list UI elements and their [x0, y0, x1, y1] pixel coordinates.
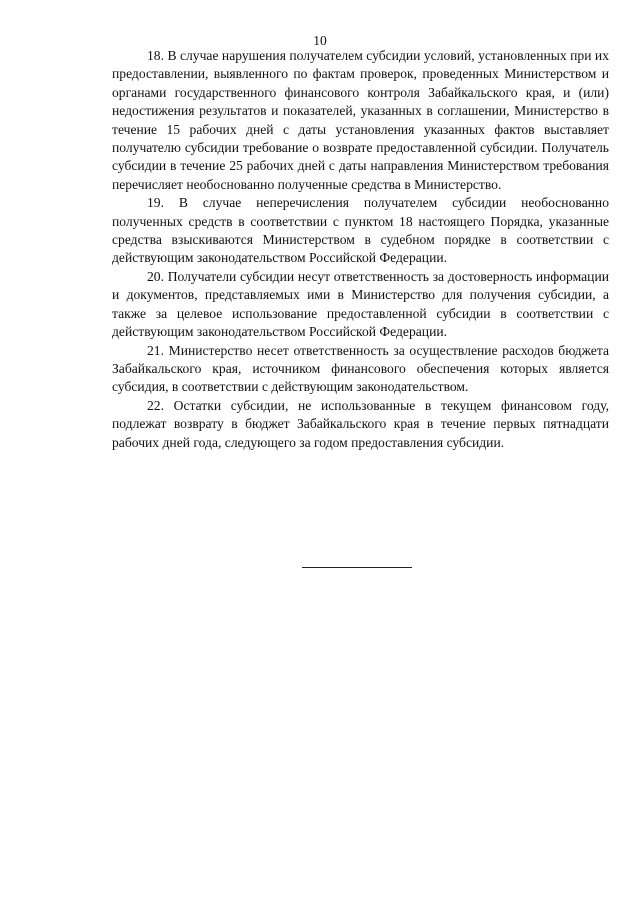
page-number: 10 — [313, 33, 327, 48]
document-body — [112, 47, 609, 452]
paragraph-22: 22. Остатки субсидии, не использованные в текущем финансовом году, подлежат возврату в бюджет Забайкальского края в течение первых пятнадцати рабочих дней года, следующего за годом предоставления субсидии. — [112, 397, 609, 450]
closing-divider-line — [302, 567, 412, 568]
paragraph-19: 19. В случае неперечисления получателем субсидии необоснованно полученных средств в соответствии с пунктом 18 настоящего Порядка, указанные средства взыскиваются Министерством в судебном порядке в соответствии с действующим законодательством Российской Федерации. — [112, 195, 609, 266]
paragraph-18: 18. В случае нарушения получателем субсидии условий, установленных при их предоставлении, выявленного по фактам проверок, проведенных Министерством и органами государственного финансового контроля Забайкальского края, и (или) недостижения результатов и показателей, указанных в соглашении, Министерство в течение 15 рабочих дней с даты установления указанных фактов выставляет получателю субсидии требование о возврате предоставленной субсидии. Получатель субсидии в течение 25 рабочих дней с даты направления Министерством требования перечисляет необоснованно полученные средства в Министерство. — [112, 48, 609, 192]
paragraph-21: 21. Министерство несет ответственность за осуществление расходов бюджета Забайкальского края, источником финансового обеспечения которых является субсидия, в соответствии с действующим законодательством. — [112, 342, 609, 395]
paragraph-20: 20. Получатели субсидии несут ответственность за достоверность информации и документов, представляемых ими в Министерство для получения субсидии, а также за целевое использование предоставленной субсидии в соответствии с действующим законодательством Российской Федерации. — [112, 268, 609, 340]
